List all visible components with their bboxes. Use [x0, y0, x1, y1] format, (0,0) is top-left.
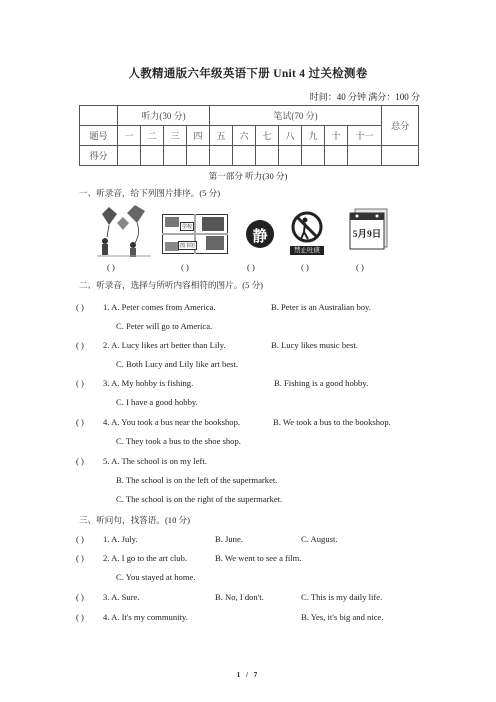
- option-c: C. You stayed at home.: [116, 572, 196, 582]
- score-cell[interactable]: [325, 146, 348, 166]
- question-number-cell: 五: [210, 126, 233, 146]
- option-c: C. Both Lucy and Lily like art best.: [116, 359, 238, 369]
- answer-blank[interactable]: ( ): [181, 262, 189, 272]
- calendar-date: 5月9日: [352, 230, 382, 240]
- total-score-cell[interactable]: [382, 146, 419, 166]
- option-b: B. We took a bus to the bookshop.: [273, 417, 391, 427]
- map-school-library-picture: [162, 214, 228, 254]
- map-library-label: 图书馆: [178, 241, 197, 250]
- option-a: 4. A. You took a bus near the bookshop.: [103, 417, 241, 427]
- section1-heading: 一、听录音，给下列图片排序。(5 分): [79, 188, 221, 198]
- score-row-label: 得分: [80, 146, 118, 166]
- score-cell[interactable]: [187, 146, 210, 166]
- option-b: B. Peter is an Australian boy.: [271, 302, 371, 312]
- section2-heading: 二、听录音，选择与所听内容相符的图片。(5 分): [79, 280, 264, 290]
- option-a: 2. A. I go to the art club.: [103, 553, 188, 563]
- option-b: B. Fishing is a good hobby.: [274, 378, 369, 388]
- option-c: C. The school is on the right of the supermarket.: [116, 494, 283, 504]
- option-b: B. The school is on the left of the supermarket.: [116, 475, 278, 485]
- score-cell[interactable]: [233, 146, 256, 166]
- time-info: 时间：40 分钟 满分：100 分: [309, 92, 420, 102]
- page-number: 1 / 7: [236, 671, 260, 679]
- answer-blank[interactable]: ( ): [247, 262, 255, 272]
- answer-blank[interactable]: ( ): [76, 592, 84, 602]
- part1-title: 第一部分 听力(30 分): [208, 171, 288, 181]
- no-spitting-label: 禁止吐痰: [290, 246, 324, 255]
- quiet-sign-picture: [245, 219, 275, 249]
- option-a: 2. A. Lucy likes art better than Lily.: [103, 340, 226, 350]
- score-cell[interactable]: [279, 146, 302, 166]
- option-b: B. Lucy likes music best.: [271, 340, 358, 350]
- answer-blank[interactable]: ( ): [76, 612, 84, 622]
- answer-blank[interactable]: ( ): [107, 262, 115, 272]
- option-c: C. They took a bus to the shoe shop.: [116, 436, 241, 446]
- option-c: C. August.: [301, 534, 338, 544]
- answer-blank[interactable]: ( ): [356, 262, 364, 272]
- table-corner-cell: [80, 106, 118, 126]
- answer-blank[interactable]: ( ): [76, 417, 84, 427]
- score-cell[interactable]: [118, 146, 141, 166]
- question-number-cell: 九: [302, 126, 325, 146]
- option-b: B. We went to see a film.: [215, 553, 302, 563]
- question-number-cell: 六: [233, 126, 256, 146]
- question-number-cell: 一: [118, 126, 141, 146]
- question-number-cell: 七: [256, 126, 279, 146]
- option-c: C. This is my daily life.: [301, 592, 383, 602]
- answer-blank[interactable]: ( ): [301, 262, 309, 272]
- listening-header: 听力(30 分): [118, 106, 210, 126]
- option-a: 4. A. It's my community.: [103, 612, 188, 622]
- kite-flying-people-picture: [97, 203, 151, 257]
- question-number-cell: 二: [141, 126, 164, 146]
- section3-heading: 三、听问句，找答语。(10 分): [79, 515, 190, 525]
- option-a: 3. A. My hobby is fishing.: [103, 378, 194, 388]
- score-cell[interactable]: [348, 146, 382, 166]
- quiet-sign-text: 静: [252, 229, 268, 245]
- option-a: 1. A. July.: [103, 534, 138, 544]
- calendar-picture: [347, 207, 391, 251]
- answer-blank[interactable]: ( ): [76, 378, 84, 388]
- answer-blank[interactable]: ( ): [76, 534, 84, 544]
- question-number-cell: 四: [187, 126, 210, 146]
- option-b: B. June.: [215, 534, 243, 544]
- answer-blank[interactable]: ( ): [76, 456, 84, 466]
- question-number-cell: 十: [325, 126, 348, 146]
- page-title: 人教精通版六年级英语下册 Unit 4 过关检测卷: [128, 68, 368, 80]
- score-cell[interactable]: [302, 146, 325, 166]
- score-table: [79, 105, 419, 166]
- score-cell[interactable]: [210, 146, 233, 166]
- answer-blank[interactable]: ( ): [76, 553, 84, 563]
- map-school-label: 学校: [180, 222, 194, 231]
- no-littering-sign-picture: [289, 211, 325, 257]
- option-c: C. I have a good hobby.: [116, 397, 198, 407]
- option-a: 3. A. Sure.: [103, 592, 140, 602]
- written-header: 笔试(70 分): [210, 106, 382, 126]
- score-cell[interactable]: [141, 146, 164, 166]
- question-number-cell: 八: [279, 126, 302, 146]
- total-header: 总分: [382, 106, 419, 146]
- option-b: B. Yes, it's big and nice.: [301, 612, 384, 622]
- score-cell[interactable]: [256, 146, 279, 166]
- option-a: 5. A. The school is on my left.: [103, 456, 207, 466]
- option-c: C. Peter will go to America.: [116, 321, 213, 331]
- answer-blank[interactable]: ( ): [76, 302, 84, 312]
- option-b: B. No, I don't.: [215, 592, 264, 602]
- option-a: 1. A. Peter comes from America.: [103, 302, 216, 312]
- question-number-cell: 三: [164, 126, 187, 146]
- question-number-label: 题号: [80, 126, 118, 146]
- score-cell[interactable]: [164, 146, 187, 166]
- answer-blank[interactable]: ( ): [76, 340, 84, 350]
- question-number-cell: 十一: [348, 126, 382, 146]
